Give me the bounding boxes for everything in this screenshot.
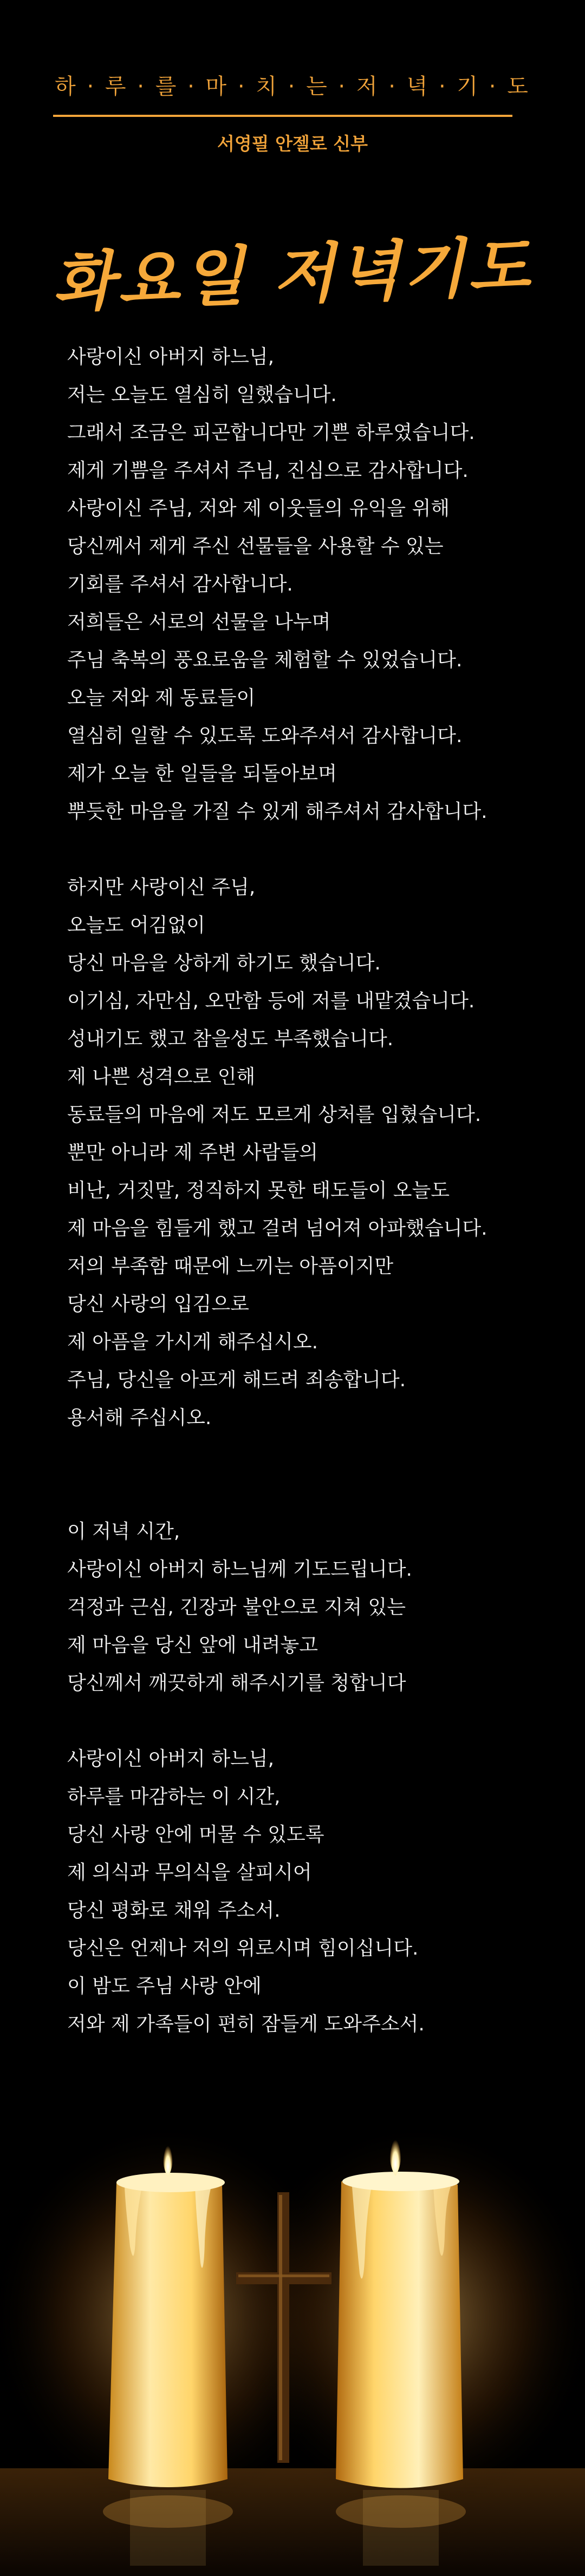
prayer-line: 기회를 주셔서 감사합니다. xyxy=(67,573,293,595)
prayer-line: 오늘도 어김없이 xyxy=(67,914,205,936)
stanza-spacer xyxy=(67,1702,555,1740)
prayer-line: 저는 오늘도 열심히 일했습니다. xyxy=(67,384,337,406)
prayer-line: 성내기도 했고 참을성도 부족했습니다. xyxy=(67,1028,394,1050)
prayer-text xyxy=(67,338,555,2043)
prayer-line: 사랑이신 아버지 하느님께 기도드립니다. xyxy=(67,1558,412,1581)
prayer-line: 당신께서 제게 주신 선물들을 사용할 수 있는 xyxy=(67,535,444,558)
prayer-stanza-4 xyxy=(67,1740,555,2043)
prayer-line: 하지만 사랑이신 주님, xyxy=(67,876,256,899)
prayer-line: 주님 축복의 풍요로움을 체험할 수 있었습니다. xyxy=(67,649,463,671)
prayer-line: 제게 기쁨을 주셔서 주님, 진심으로 감사합니다. xyxy=(67,460,469,482)
prayer-line: 하루를 마감하는 이 시간, xyxy=(67,1786,281,1808)
candles-and-cross-image xyxy=(0,2133,585,2576)
prayer-line: 열심히 일할 수 있도록 도와주셔서 감사합니다. xyxy=(67,725,463,747)
page-title: 화요일 저녁기도 xyxy=(51,228,534,320)
prayer-line: 사랑이신 주님, 저와 제 이웃들의 유익을 위해 xyxy=(67,497,450,520)
prayer-line: 당신 사랑의 입김으로 xyxy=(67,1293,249,1315)
prayer-line: 제 아픔을 가시게 해주십시오. xyxy=(67,1331,318,1353)
prayer-line: 당신 평화로 채워 주소서. xyxy=(67,1899,281,1922)
prayer-line: 제가 오늘 한 일들을 되돌아보며 xyxy=(67,763,337,785)
prayer-line: 그래서 조금은 피곤합니다만 기쁜 하루였습니다. xyxy=(67,422,475,444)
prayer-line: 비난, 거짓말, 정직하지 못한 태도들이 오늘도 xyxy=(67,1179,450,1202)
prayer-line: 저희들은 서로의 선물을 나누며 xyxy=(67,611,331,633)
prayer-line: 저와 제 가족들이 편히 잠들게 도와주소서. xyxy=(67,2013,425,2035)
prayer-line: 제 마음을 당신 앞에 내려놓고 xyxy=(67,1634,318,1656)
prayer-line: 뿐만 아니라 제 주변 사람들의 xyxy=(67,1142,318,1164)
series-title: 하 · 루 · 를 · 마 · 치 · 는 · 저 · 녁 · 기 · 도 xyxy=(55,74,530,99)
author-name: 서영필 안젤로 신부 xyxy=(217,133,368,154)
prayer-line: 용서해 주십시오. xyxy=(67,1407,212,1429)
prayer-line: 이 밤도 주님 사랑 안에 xyxy=(67,1975,262,1997)
prayer-line: 제 의식과 무의식을 살피시어 xyxy=(67,1861,312,1884)
prayer-line: 저의 부족함 때문에 느끼는 아픔이지만 xyxy=(67,1255,394,1277)
prayer-line: 이기심, 자만심, 오만함 등에 저를 내맡겼습니다. xyxy=(67,990,475,1012)
prayer-line: 주님, 당신을 아프게 해드려 죄송합니다. xyxy=(67,1369,406,1391)
prayer-line: 사랑이신 아버지 하느님, xyxy=(67,346,275,368)
stanza-spacer xyxy=(67,831,555,869)
prayer-stanza-2 xyxy=(67,869,555,1437)
prayer-line: 당신 사랑 안에 머물 수 있도록 xyxy=(67,1824,324,1846)
candle-illustration xyxy=(0,2133,585,2576)
stanza-spacer xyxy=(67,1437,555,1513)
prayer-stanza-1 xyxy=(67,338,555,831)
prayer-line: 동료들의 마음에 저도 모르게 상처를 입혔습니다. xyxy=(67,1104,482,1126)
prayer-line: 당신께서 깨끗하게 해주시기를 청합니다 xyxy=(67,1672,406,1694)
prayer-line: 오늘 저와 제 동료들이 xyxy=(67,687,256,709)
prayer-line: 당신 마음을 상하게 하기도 했습니다. xyxy=(67,952,381,974)
prayer-line: 제 마음을 힘들게 했고 걸려 넘어져 아파했습니다. xyxy=(67,1217,487,1240)
header-divider xyxy=(53,115,512,117)
prayer-stanza-3 xyxy=(67,1513,555,1702)
prayer-line: 사랑이신 아버지 하느님, xyxy=(67,1748,275,1770)
prayer-line: 제 나쁜 성격으로 인해 xyxy=(67,1066,256,1088)
prayer-line: 당신은 언제나 저의 위로시며 힘이십니다. xyxy=(67,1937,419,1959)
prayer-line: 이 저녁 시간, xyxy=(67,1520,180,1543)
prayer-line: 걱정과 근심, 긴장과 불안으로 지쳐 있는 xyxy=(67,1596,406,1618)
prayer-line: 뿌듯한 마음을 가질 수 있게 해주셔서 감사합니다. xyxy=(67,801,487,823)
